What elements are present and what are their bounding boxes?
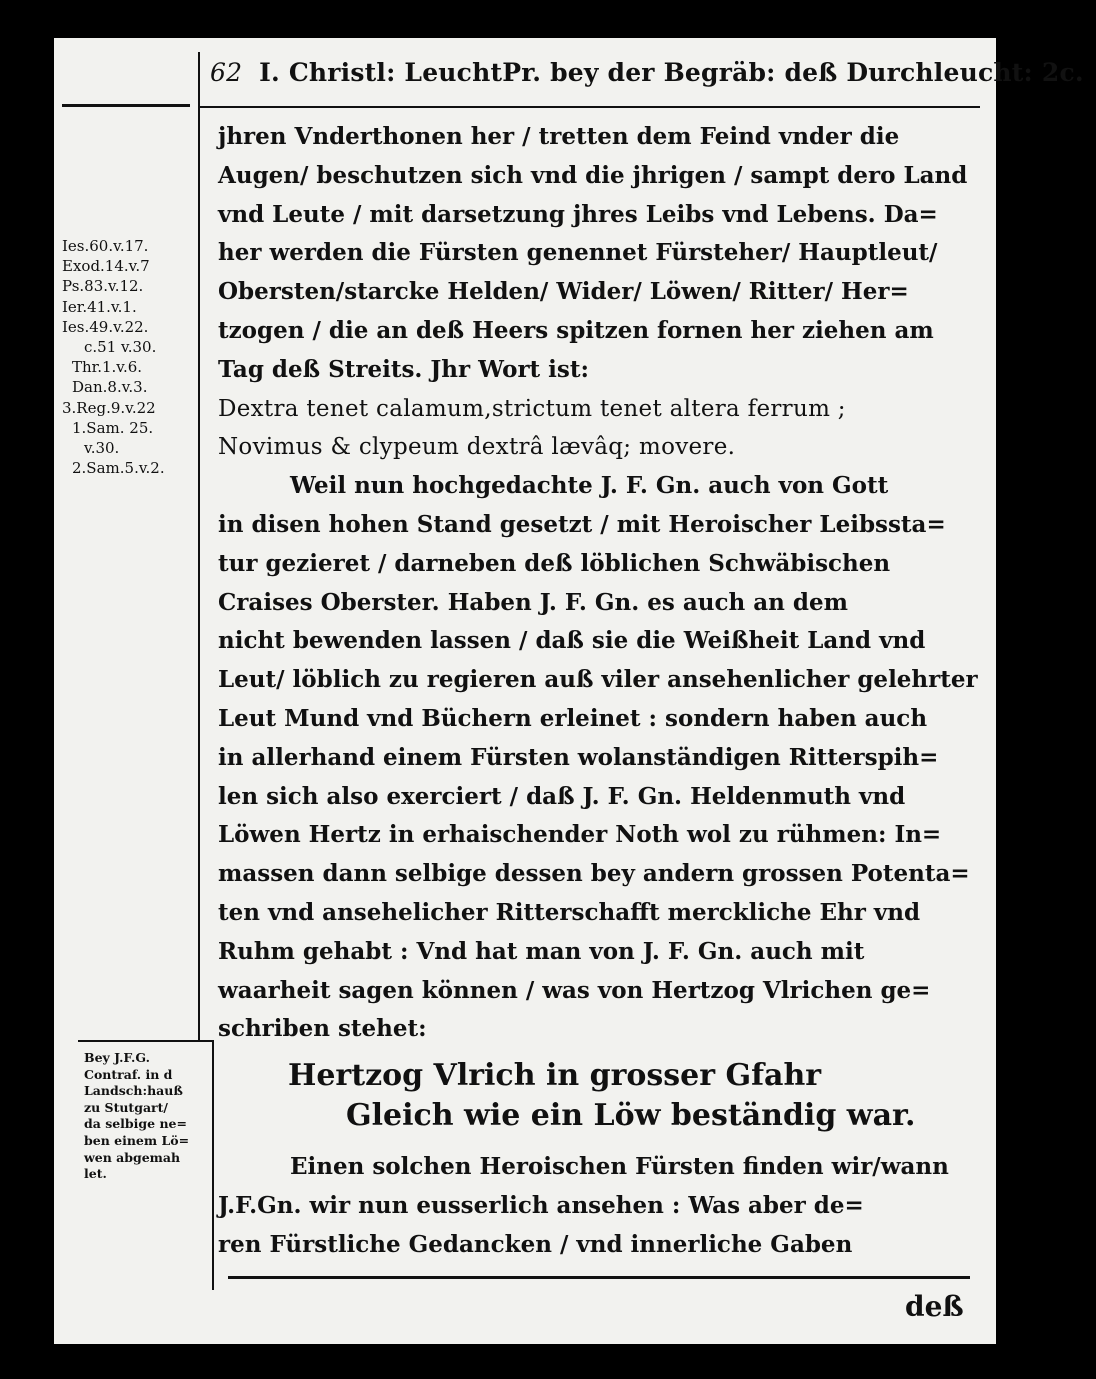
margin-notes-portrait xyxy=(84,1050,208,1183)
margin-note: c.51 v.30. xyxy=(84,338,157,357)
margin-note: da selbige ne= xyxy=(84,1116,187,1132)
text-line: waarheit sagen können / was von Hertzog Vlrichen ge= xyxy=(218,976,931,1004)
text-line: her werden die Fürsten genennet Fürsteher/ Hauptleut/ xyxy=(218,239,938,267)
text-line: Leut Mund vnd Büchern erleinet : sondern haben auch xyxy=(218,704,928,732)
header-rule xyxy=(200,106,980,108)
running-title: I. Christl: LeuchtPr. bey der Begräb: deß Durchleucht: 2c. xyxy=(259,58,1084,87)
text-line: Tag deß Streits. Jhr Wort ist: xyxy=(218,355,589,383)
text-line: Einen solchen Heroischen Fürsten finden wir/wann xyxy=(290,1153,949,1180)
text-line: massen dann selbige dessen bey andern grossen Potenta= xyxy=(218,860,970,888)
text-line: Obersten/starcke Helden/ Wider/ Löwen/ Ritter/ Her= xyxy=(218,278,909,306)
page-number: 62 xyxy=(210,58,243,87)
latin-line: Novimus & clypeum dextrâ lævâq; movere. xyxy=(218,434,736,461)
verse-line-2: Gleich wie ein Löw beständig war. xyxy=(346,1098,916,1133)
margin-note-box-rule xyxy=(78,1040,212,1042)
margin-note: Dan.8.v.3. xyxy=(72,378,148,397)
margin-note: Bey J.F.G. xyxy=(84,1050,150,1065)
footer-rule xyxy=(228,1276,970,1279)
margin-notes-scripture xyxy=(62,236,202,478)
margin-note: let. xyxy=(84,1166,107,1182)
margin-note: Ies.49.v.22. xyxy=(62,317,149,336)
text-line: tzogen / die an deß Heers spitzen fornen her ziehen am xyxy=(218,316,934,344)
margin-note: Contraf. in d xyxy=(84,1066,173,1082)
text-line: schriben stehet: xyxy=(218,1015,427,1043)
text-line: len sich also exerciert / daß J. F. Gn. Heldenmuth vnd xyxy=(218,782,906,810)
margin-note: v.30. xyxy=(84,439,120,458)
margin-note: Thr.1.v.6. xyxy=(72,358,143,377)
margin-note: wen abgemah xyxy=(84,1149,181,1165)
margin-note: Ies.60.v.17. xyxy=(62,237,149,255)
margin-note: Landsch:hauß xyxy=(84,1083,183,1099)
margin-note: ben einem Lö= xyxy=(84,1132,190,1148)
column-divider xyxy=(198,52,200,1042)
margin-note: zu Stutgart/ xyxy=(84,1099,168,1115)
margin-note: 3.Reg.9.v.22 xyxy=(62,398,156,417)
text-line: Weil nun hochgedachte J. F. Gn. auch von Gott xyxy=(290,472,889,500)
text-line: J.F.Gn. wir nun eusserlich ansehen : Was aber de= xyxy=(218,1191,864,1219)
margin-note: 2.Sam.5.v.2. xyxy=(72,459,165,478)
text-line: Ruhm gehabt : Vnd hat man von J. F. Gn. auch mit xyxy=(218,937,865,965)
text-line: Löwen Hertz in erhaischender Noth wol zu rühmen: In= xyxy=(218,821,942,849)
margin-note: 1.Sam. 25. xyxy=(72,418,154,437)
text-line: ten vnd ansehelicher Ritterschafft merckliche Ehr vnd xyxy=(218,898,921,926)
text-line: tur gezieret / darneben deß löblichen Schwäbischen xyxy=(218,549,891,577)
header-rule-left xyxy=(62,104,190,107)
margin-note: Exod.14.v.7 xyxy=(62,257,150,276)
text-line: jhren Vnderthonen her / tretten dem Feind vnder die xyxy=(218,123,900,150)
text-line: in disen hohen Stand gesetzt / mit Heroischer Leibssta= xyxy=(218,510,946,538)
closing-text xyxy=(218,1148,968,1264)
latin-line: Dextra tenet calamum,strictum tenet altera ferrum ; xyxy=(218,395,846,422)
main-text xyxy=(218,118,978,1049)
text-line: Craises Oberster. Haben J. F. Gn. es auch an dem xyxy=(218,588,848,616)
catchword: deß xyxy=(905,1290,964,1323)
running-header xyxy=(210,58,1084,98)
margin-note: Ier.41.v.1. xyxy=(62,297,137,316)
text-line: ren Fürstliche Gedancken / vnd innerliche Gaben xyxy=(218,1230,853,1258)
text-line: in allerhand einem Fürsten wolanständigen Ritterspih= xyxy=(218,743,939,771)
column-divider-lower xyxy=(212,1040,214,1290)
verse-line-1: Hertzog Vlrich in grosser Gfahr xyxy=(288,1058,822,1093)
margin-note: Ps.83.v.12. xyxy=(62,277,144,296)
text-line: nicht bewenden lassen / daß sie die Weißheit Land vnd xyxy=(218,627,926,655)
text-line: Augen/ beschutzen sich vnd die jhrigen / sampt dero Land xyxy=(218,161,968,189)
text-line: vnd Leute / mit darsetzung jhres Leibs vnd Lebens. Da= xyxy=(218,200,938,228)
text-line: Leut/ löblich zu regieren auß viler ansehenlicher gelehrter xyxy=(218,666,978,694)
